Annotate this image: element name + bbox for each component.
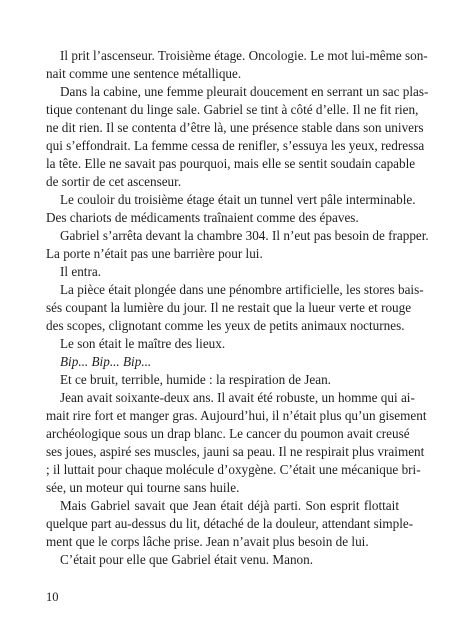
text-line: Et ce bruit, terrible, humide : la respiration de Jean. [60,372,331,387]
text-line: ment que le corps lâche prise. Jean n’avait plus besoin de lui. [46,534,369,549]
text-line: tique contenant du linge sale. Gabriel se tint à côté d’elle. Il ne fit rien, [46,102,419,117]
text-line: Le son était le maître des lieux. [60,336,226,351]
text-line: Mais Gabriel savait que Jean était déjà parti. Son esprit flottait [60,498,399,513]
text-line: C’était pour elle que Gabriel était venu. Manon. [60,552,314,567]
text-line: La porte n’était pas une barrière pour lui. [46,246,263,261]
text-line: ses joues, aspiré ses muscles, jauni sa peau. Il ne respirait plus vraiment [46,444,425,459]
text-line: Dans la cabine, une femme pleurait doucement en serrant un sac plas- [60,84,429,99]
text-line: Bip... Bip... Bip... [60,354,152,369]
text-line: nait comme une sentence métallique. [46,66,242,81]
text-line: mait rire fort et manger gras. Aujourd’hui, il n’était plus qu’un gisement [46,408,427,423]
text-line: de sortir de cet ascenseur. [46,174,182,189]
text-line: qui s’effondrait. La femme cessa de renifler, s’essuya les yeux, redressa [46,138,425,153]
text-line: Gabriel s’arrêta devant la chambre 304. Il n’eut pas besoin de frapper. [60,228,429,243]
page-number: 10 [46,590,59,604]
text-line: Des chariots de médicaments traînaient comme des épaves. [46,210,359,225]
text-line: Le couloir du troisième étage était un tunnel vert pâle interminable. [60,192,416,207]
text-line: des scopes, clignotant comme les yeux de petits animaux nocturnes. [46,318,405,333]
text-line: La pièce était plongée dans une pénombre artificielle, les stores bais- [60,282,424,297]
text-line: sée, un moteur qui tourne sans huile. [46,480,240,495]
text-line: ne dit rien. Il se contenta d’être là, une présence stable dans son univers [46,120,424,135]
body-text [46,47,429,569]
text-line: ; il luttait pour chaque molécule d’oxygène. C’était une mécanique bri- [46,462,421,477]
text-line: Il prit l’ascenseur. Troisième étage. Oncologie. Le mot lui-même son- [60,48,428,63]
text-line: quelque part au-dessus du lit, détaché de la douleur, attendant simple- [46,516,414,531]
text-line: la tête. Elle ne savait pas pourquoi, mais elle se sentit soudain capable [46,156,416,171]
text-line: archéologique sous un drap blanc. Le cancer du poumon avait creusé [46,426,410,441]
text-line: Il entra. [60,264,102,279]
text-line: sés coupant la lumière du jour. Il ne restait que la lueur verte et rouge [46,300,412,315]
text-line: Jean avait soixante-deux ans. Il avait été robuste, un homme qui ai- [60,390,415,405]
